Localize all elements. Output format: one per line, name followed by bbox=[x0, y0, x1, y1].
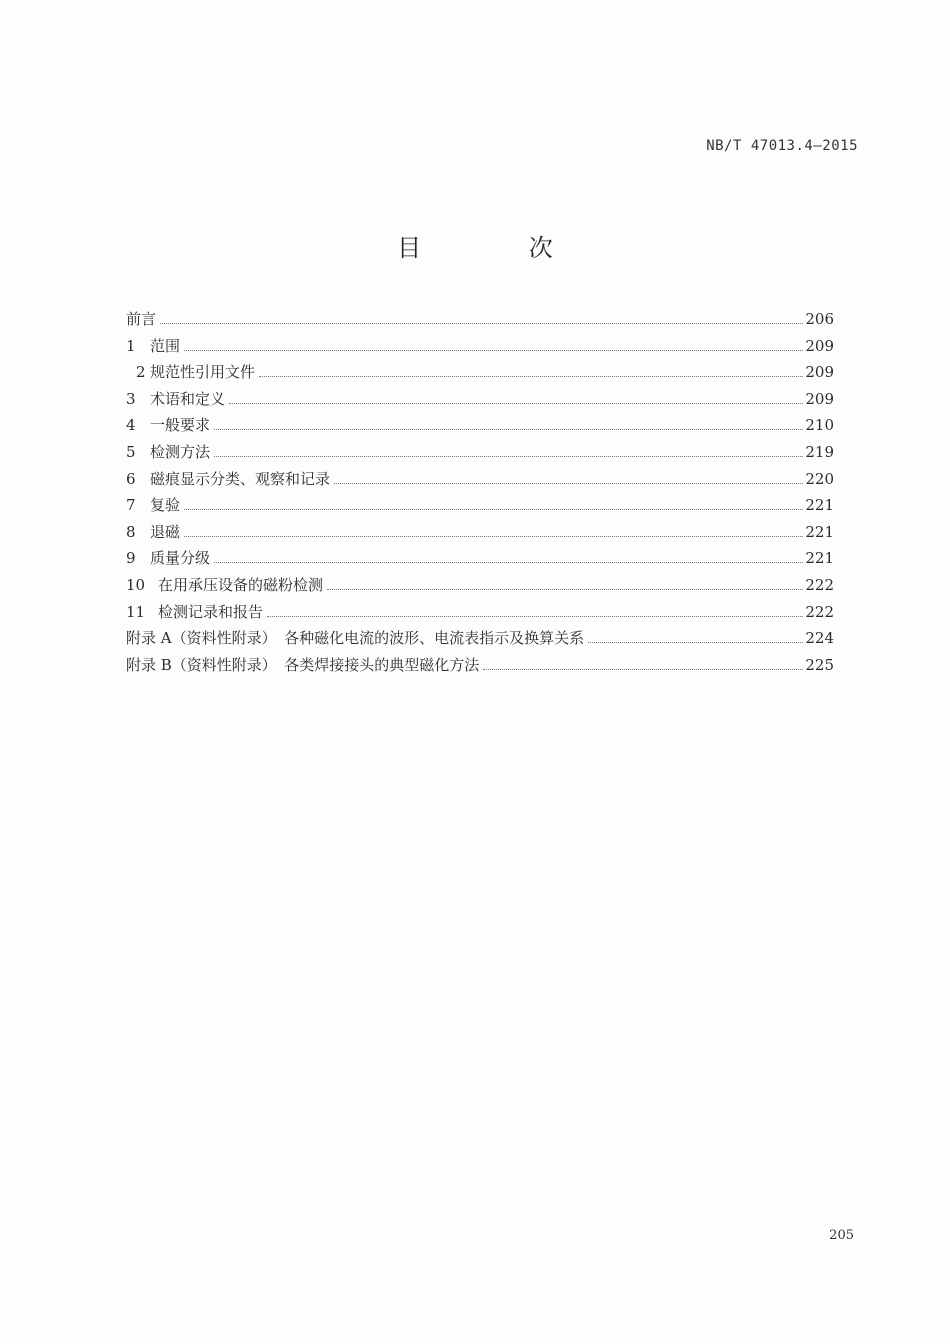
toc-entry-number: 9 bbox=[126, 549, 136, 568]
toc-leader-dots bbox=[184, 350, 803, 351]
toc-entry-page: 221 bbox=[805, 549, 834, 568]
toc-entry-label: 附录 A（资料性附录） 各种磁化电流的波形、电流表指示及换算关系 bbox=[126, 629, 585, 648]
toc-leader-dots bbox=[259, 376, 803, 377]
toc-entry-number: 11 bbox=[126, 602, 146, 621]
toc-entry-number: 4 bbox=[126, 416, 136, 435]
toc-entry[interactable] bbox=[126, 439, 834, 466]
toc-entry[interactable] bbox=[126, 492, 834, 519]
toc-leader-dots bbox=[160, 323, 803, 324]
toc-entry-label: 一般要求 bbox=[150, 416, 211, 435]
toc-entry-page: 209 bbox=[805, 363, 834, 382]
toc-leader-dots bbox=[214, 562, 803, 563]
toc-entry-label: 规范性引用文件 bbox=[150, 363, 256, 382]
toc-leader-dots bbox=[214, 456, 803, 457]
toc-entry-page: 220 bbox=[805, 469, 834, 488]
toc-entry-number: 1 bbox=[126, 336, 136, 355]
toc-entry[interactable] bbox=[126, 333, 834, 360]
toc-entry[interactable] bbox=[126, 359, 834, 386]
toc-entry-label: 磁痕显示分类、观察和记录 bbox=[150, 469, 331, 488]
toc-entry-label: 术语和定义 bbox=[150, 389, 226, 408]
standard-code: NB/T 47013.4—2015 bbox=[706, 138, 858, 154]
toc-entry-label: 退磁 bbox=[150, 522, 181, 541]
toc-leader-dots bbox=[229, 403, 803, 404]
toc-entry-number: 6 bbox=[126, 469, 136, 488]
toc-entry-page: 224 bbox=[805, 629, 834, 648]
toc-leader-dots bbox=[334, 483, 803, 484]
toc-entry-label: 检测方法 bbox=[150, 442, 211, 461]
toc-entry-page: 209 bbox=[805, 336, 834, 355]
toc-entry[interactable] bbox=[126, 386, 834, 413]
toc-entry-label: 检测记录和报告 bbox=[158, 602, 264, 621]
toc-entry-label: 前言 bbox=[126, 310, 157, 328]
page-title: 目 次 bbox=[397, 234, 603, 262]
toc-entry-number: 8 bbox=[126, 522, 136, 541]
toc-entry-page: 206 bbox=[805, 310, 834, 328]
toc-entry-number: 5 bbox=[126, 442, 136, 461]
toc-entry-page: 221 bbox=[805, 496, 834, 515]
toc-entry-label: 复验 bbox=[150, 496, 181, 515]
toc-entry-number: 2 bbox=[136, 363, 146, 382]
toc-leader-dots bbox=[267, 616, 803, 617]
toc-entry-page: 222 bbox=[805, 575, 834, 594]
toc-entry-number: 3 bbox=[126, 389, 136, 408]
toc-entry[interactable] bbox=[126, 412, 834, 439]
toc-entry-page: 225 bbox=[805, 655, 834, 674]
toc-entry-number: 7 bbox=[126, 496, 136, 515]
toc-entry-page: 221 bbox=[805, 522, 834, 541]
toc-leader-dots bbox=[184, 536, 803, 537]
toc-entry-page: 222 bbox=[805, 602, 834, 621]
toc-leader-dots bbox=[184, 509, 803, 510]
toc-entry[interactable] bbox=[126, 625, 834, 652]
page-number: 205 bbox=[829, 1228, 854, 1243]
toc-entry-label: 附录 B（资料性附录） 各类焊接接头的典型磁化方法 bbox=[126, 655, 480, 674]
toc-entry[interactable] bbox=[126, 572, 834, 599]
toc-entry-label: 在用承压设备的磁粉检测 bbox=[158, 575, 324, 594]
toc-entry-page: 210 bbox=[805, 416, 834, 435]
toc-entry-number: 10 bbox=[126, 575, 146, 594]
toc-entry-page: 219 bbox=[805, 442, 834, 461]
toc-entry[interactable] bbox=[126, 519, 834, 546]
toc-entry-label: 质量分级 bbox=[150, 549, 211, 568]
toc-entry[interactable] bbox=[126, 466, 834, 493]
table-of-contents bbox=[126, 306, 834, 678]
toc-leader-dots bbox=[214, 429, 803, 430]
toc-leader-dots bbox=[327, 589, 803, 590]
toc-entry-label: 范围 bbox=[150, 336, 181, 355]
toc-entry[interactable] bbox=[126, 652, 834, 679]
toc-entry[interactable] bbox=[126, 599, 834, 626]
toc-leader-dots bbox=[588, 642, 803, 643]
toc-entry-page: 209 bbox=[805, 389, 834, 408]
toc-entry[interactable] bbox=[126, 306, 834, 333]
toc-leader-dots bbox=[483, 669, 803, 670]
toc-entry[interactable] bbox=[126, 545, 834, 572]
